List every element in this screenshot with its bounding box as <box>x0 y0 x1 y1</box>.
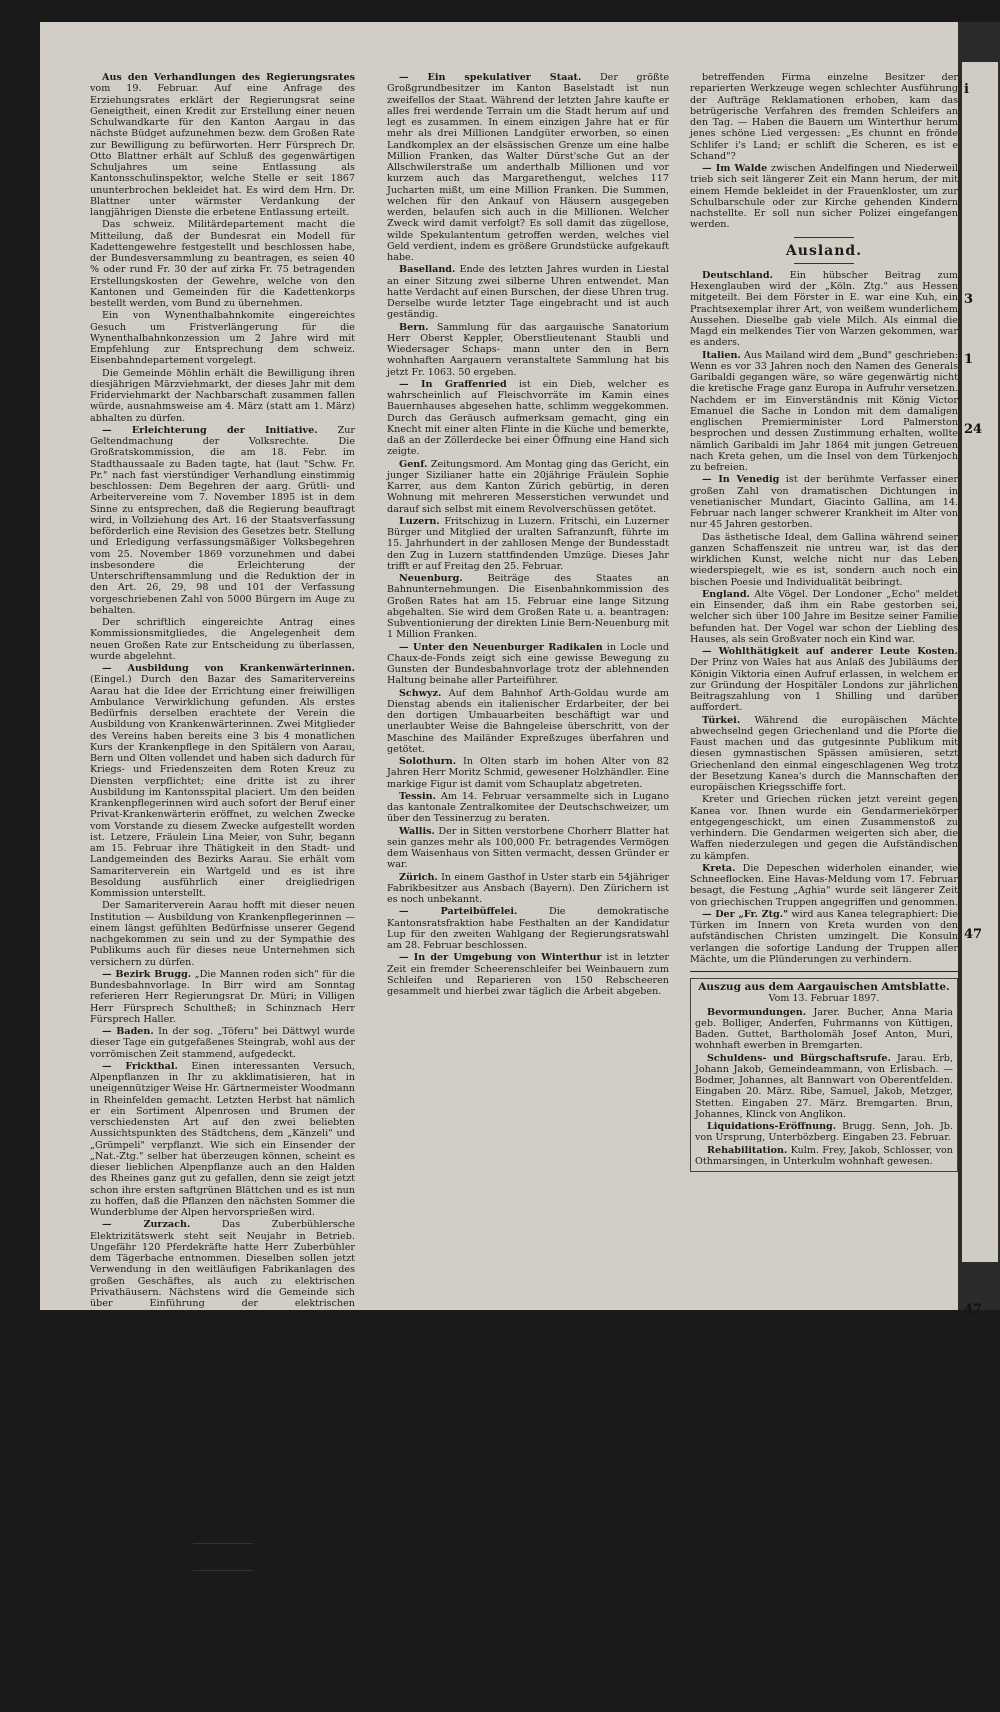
article-lead: — Baden. <box>102 1026 154 1037</box>
edge-mark: i <box>964 82 969 97</box>
col2-article <box>387 791 669 825</box>
ausland-article <box>690 474 958 530</box>
col2-article <box>387 688 669 756</box>
section-heading-ausland: Ausland. <box>785 242 863 259</box>
article-lead: Türkei. <box>702 714 741 726</box>
col1-article <box>90 617 355 662</box>
article-lead: Zürich. <box>399 871 438 883</box>
col1-article <box>90 1219 355 1320</box>
amtsblatt-entry <box>695 1053 953 1121</box>
col3-article <box>690 72 958 162</box>
article-text: (Eingel.) Durch den Bazar des Samaritervereins Aarau hat die Idee der Errichtung einer freiwilligen Ambulance Verwirklichung gefunden. Als erstes Bedürfnis derselben erachtete der Verein die Ausbildung von Krankenwärterinnen. Zwei Mitglieder des Vereins haben bereits eine 3 bis 4 monatlichen Kurs der Krankenpflege in den Spitälern von Aarau, Bern und Olten vollendet und haben sich dadurch für Kriegs- und Friedenszeiten dem Roten Kreuz zu Diensten verpflichtet; eine dritte ist zu ihrer Ausbildung im Kantonsspital placiert. Um den beiden Krankenpflegerinnen wird auch sofort der Beruf einer Privat-Krankenwärterin eröffnet, zu welchen Zwecke vom Vorstande zu diesem Zwecke aufgestellt worden ist. Letzere, Fräulein Lina Meier, von Suhr, begann am 15. Februar ihre Thätigkeit in den Stadt- und Landgemeinden des Bezirks Aarau. Sie erhält vom Samariterverein ein Wartgeld und es ist ihre Besoldung ausführlich einer dreigliedrigen Kommission unterstellt. <box>90 674 355 899</box>
article-text: Fritschizug in Luzern. Fritschi, ein Luzerner Bürger und Mitglied der uralten Safranzunft, führte im 15. Jahrhundert in der zahllosen Menge der Bundesstadt den Zug in Luzern stattfindenden Umzüge. Dieses Jahr trifft er auf Freitag den 25. Februar. <box>387 515 669 572</box>
article-lead: Genf. <box>399 458 428 470</box>
article-text: vom 19. Februar. Auf eine Anfrage des Erziehungsrates erklärt der Regierungsrat seine Geneigtheit, einen Kredit zur Erstellung einer neuen Schulwandkarte für den Kanton Aargau in das nächste Büdget aufzunehmen bezw. dem Großen Rate zur Bewilligung zu befürworten. Herr Fürsprech Dr. Otto Blattner erhält auf Schluß des gegenwärtigen Schuljahres um seine Entlassung als Kantonsschulinspektor, welche Stelle er seit 1867 ununterbrochen bekleidet hat. Es wird dem Hrn. Dr. Blattner unter wärmster Verdankung der langjährigen Dienste die erbetene Entlassung erteilt. <box>90 83 355 218</box>
article-text: (Eingel.) Die letzten Sonntag im „Bären" in hier stattgefundene Volksversammlung war trotz der ungünstigen Witterung von zirka 100 Mann besucht. Hr. Großrat Sigenberger in Moosleerau eröffnete dieselbe mit einer kurzen Ansprache, worauf Hr. Fürsprech Ströbli in Zofingen in klarer, gediegener Weise über die Bedeutung der Vorlage der Bundesbahnen sprach. Nach gewaltet Diskussion, die von verschiedener Seite benutzt wurde, erklärte sich die Versammlung durch Aufstehen einstimmig für Annahme des Gesetzes. <box>90 1378 355 1503</box>
article-lead: Wallis. <box>399 825 435 837</box>
entry-lead: Bevormundungen. <box>707 1006 807 1018</box>
article-lead: Deutschland. <box>702 269 773 281</box>
col2-article <box>387 826 669 871</box>
article-lead: Kreta. <box>702 862 736 874</box>
article-lead: Aus den Verhandlungen des Regierungsrates <box>102 72 355 83</box>
column-right-articles <box>690 72 958 231</box>
edge-mark: 47 <box>964 927 983 942</box>
article-text: Die Gemeinde Möhlin erhält die Bewilligung ihren diesjährigen Märzviehmarkt, der dieses Jahr mit dem Friderviehmarkt der Nachbarschaft zusammen fallen würde, ausnahmsweise am 4. März (statt am 1. März) abhalten zu dürfen. <box>90 367 355 424</box>
article-text: in Locle und Chaux-de-Fonds zeigt sich eine gewisse Bewegung zu Gunsten der Bundesbahnvorlage trotz der ablehnenden Haltung beinahe aller Parteiführer. <box>387 641 669 687</box>
article-text: Der Samariterverein Aarau hofft mit dieser neuen Institution — Ausbildung von Krankenpflegerinnen — einem längst gefühlten Bedürfnisse unserer Gegend nachgekommen zu sein und zu der Sympathie des Publikums auch für dieses neue Unternehmen sich versichern zu dürfen. <box>90 900 355 968</box>
ausland-article <box>690 646 958 714</box>
col1-article <box>90 1504 355 1538</box>
article-lead: Tessin. <box>399 790 436 802</box>
col2-article <box>387 642 669 687</box>
article-text: In Olten starb im hohen Alter von 82 Jahren Herr Moritz Schmid, gewesener Holzhändler. Eine markige Figur ist damit vom Schauplatz abgetreten. <box>387 756 669 790</box>
article-lead: Basel. <box>102 1576 135 1588</box>
entry-text: Brugg. Senn, Joh. Jb. von Ursprung, Unterbözberg. Eingaben 23. Februar. <box>695 1121 953 1144</box>
article-text: Auf dem Bahnhof Arth-Goldau wurde am Dienstag abends ein italienischer Erdarbeiter, der bei den dortigen Umbauarbeiten beschäftigt war und unerlaubter Weise die Bahngeleise überschritt, von der Maschine des Mailänder Expreßzuges überfahren und getötet. <box>387 687 669 755</box>
ausland-article <box>690 589 958 645</box>
col2-article <box>387 72 669 263</box>
article-text: Die Depeschen widerholen einander, wie Schneeflocken. Eine Havas-Meldung vom 17. Februar besagt, die Festung „Aghia" wurde seit längerer Zeit von griechischen Truppen angegriffen und genommen. <box>690 862 958 908</box>
article-text: Kreter und Griechen rücken jetzt vereint gegen Kanea vor. Ihnen wurde ein Gendarmeriekörper entgegengeschickt, um einen Zusammenstoß zu verhindern. Die Gendarmen weigerten sich aber, die Waffen niederzulegen und gegen die Aufständischen zu kämpfen. <box>690 794 958 862</box>
ausland-article <box>690 794 958 862</box>
article-lead: — In Venedig <box>702 474 780 486</box>
ausland-article <box>690 863 958 908</box>
article-lead: Italien. <box>702 349 741 361</box>
ausland-article <box>690 909 958 965</box>
entry-text: Kulm. Frey, Jakob, Schlosser, von Othmarsingen, in Unterkulm wohnhaft gewesen. <box>695 1144 953 1167</box>
article-text: ist in letzter Zeit ein fremder Scheerenschleifer bei Weinbauern zum Schleifen und Reparieren von 150 Rebscheeren gesammelt und hierbei zwar täglich die Arbeit abgeben. <box>387 952 669 997</box>
col1-article <box>90 969 355 1025</box>
article-text: Das ästhetische Ideal, dem Gallina während seiner ganzen Schaffenszeit nie untreu war, ist das der wirklichen Kunst, welche nicht nur das Leben wiederspiegelt, wie es ist, sondern auch noch ein bischen Poesie und Individualität beibringt. <box>690 531 958 588</box>
amtsblatt-entry <box>695 1145 953 1168</box>
col1-article <box>90 663 355 899</box>
article-text: „Die Mannen roden sich" für die Bundesbahnvorlage. In Birr wird am Sonntag referieren Herr Regierungsrat Dr. Müri; in Villigen Herr Fürsprech Schultheß; in Schinznach Herr Fürsprech Haller. <box>90 968 355 1025</box>
col2-article <box>387 379 669 458</box>
article-lead: — Ein spekulativer Staat. <box>399 72 582 83</box>
article-lead: — Freiamt. <box>102 1321 163 1333</box>
article-lead: — Erleichterung der Initiative. <box>102 424 318 436</box>
col2-article <box>387 756 669 790</box>
article-text: Aus Bottmingen wird der „Nat. Ztg." geschrieben: „Am vergangenen Montag, abends kurz nach 6 Uhr, hat im Birsigbache, oberhalb der Bottminger-Mühle, eine 20 Jahre alte Aargauerin den Tod gefunden. Die Verunglückte, welche erst seit Neujahr bei einer Herrschaft im Kanton Freiburg gekommen, hatte sie ihren Eltern noch die Mitteilung gemacht, daß sie auf der Heimreise nach Basel wohnenden Vater besuchen werde, der jetzt in Bottmingen angestellt ist. Über die näheren Umständen ihres Todes sind bis jetzt noch keine Mitteilungen gemacht. <box>90 1576 355 1712</box>
article-lead: — Bezirk Brugg. <box>102 968 192 980</box>
entry-lead: Liquidations-Eröffnung. <box>707 1121 837 1132</box>
kantone-article <box>90 1577 355 1712</box>
col2-article <box>387 952 669 997</box>
edge-mark: 47 <box>964 1302 983 1317</box>
edge-mark: 3 <box>964 292 974 307</box>
entry-lead: Rehabilitation. <box>707 1144 788 1156</box>
ausland-article <box>690 270 958 349</box>
article-lead: — Ausbildung von Krankenwärterinnen. <box>102 663 355 674</box>
col2-article <box>387 516 669 572</box>
entry-lead: Schuldens- und Bürgschaftsrufe. <box>707 1052 891 1064</box>
col1-article <box>90 219 355 309</box>
article-text: Zeitungsmord. Am Montag ging das Gericht, ein junger Sizilianer hatte ein 20jährige Fräulein Sophie Karrer, aus dem Kanton Zürich gebürtig, in deren Wohnung mit mehreren Messerstichen verwundet und darauf sich selbst mit einem Revolverschüssen getötet. <box>387 458 669 515</box>
col1-article <box>90 310 355 366</box>
article-text: Ende des letzten Jahres wurden in Liestal an einer Sitzung zwei silberne Uhren entwendet. Man hatte Verdacht auf einen Burschen, der diese Uhren trug. Derselbe wurde letzter Tage eingebracht und ist auch geständig. <box>387 264 669 321</box>
article-lead: — Parteibüffelei. <box>399 906 518 918</box>
newspaper-page <box>40 22 958 1712</box>
article-lead: — Zurzach. <box>102 1219 191 1231</box>
article-text: ist ein Dieb, welcher es wahrscheinlich auf Fleischvorräte im Kamin eines Bauernhauses abgesehen hatte, schlimm weggekommen. Durch das Geräusch aufmerksam gemacht, ging ein Knecht mit einer alten Flinte in die Küche und bemerkte, daß an der Zöllerdecke bei einer Öffnung eine Hand sich zeigte. <box>387 378 669 458</box>
section-rule <box>794 263 854 264</box>
edge-mark: 1 <box>964 352 974 367</box>
ausland-article <box>690 715 958 794</box>
article-lead: — Staffelbach. <box>102 1378 182 1390</box>
article-text: ist der berühmte Verfasser einer großen Zahl von dramatischen Dichtungen in venetianischer Mundart, Giacinto Gallina, am 14. Februar nach langer schwerer Krankheit im Alter von nur 45 Jahren gestorben. <box>690 474 958 531</box>
edge-mark: 24 <box>964 422 983 437</box>
article-lead: England. <box>702 588 750 600</box>
article-text: Alte Vögel. Der Londoner „Echo" meldet ein Einsender, daß ihm ein Rabe gestorben sei, welcher sich über 100 Jahre im Besitze seiner Familie befunden hat. Der Vogel war schon der Liebling des Hauses, als sein Großvater noch ein Kind war. <box>690 588 958 645</box>
article-text: Der schriftlich eingereichte Antrag eines Kommissionsmitgliedes, die Angelegenheit dem neuen Großen Rate zur Entscheidung zu überlassen, wurde abgelehnt. <box>90 617 355 662</box>
article-lead: — In der Umgebung von Winterthur <box>399 952 602 964</box>
article-text: betreffenden Firma einzelne Besitzer der reparierten Werkzeuge wegen schlechter Ausführung der Aufträge Reklamationen erhoben, kam das betrügerische Verfahren des fremden Schleifers an den Tag. — Haben die Bauern um Winterthur herum jenes schöne Lied vergessen: „Es chunnt en frönde Schlifer i's Land; er schlift die Scheren, es ist e Schand"? <box>690 72 958 162</box>
amtsblatt-entry <box>695 1121 953 1144</box>
ausland-article <box>690 350 958 474</box>
article-text: Ein von Wynenthalbahnkomite eingereichtes Gesuch um Fristverlängerung für die Wynenthalbahnkonzession um 2 Jahre wird mit Empfehlung zur Entsprechung dem schweiz. Eisenbahndepartement vorgelegt. <box>90 310 355 367</box>
section-rule <box>193 1543 253 1544</box>
col2-article <box>387 906 669 951</box>
article-lead: — Der „Fr. Ztg." <box>702 908 789 920</box>
col3-article <box>690 163 958 231</box>
col1-article <box>90 1061 355 1219</box>
amtsblatt-box <box>690 978 958 1172</box>
article-text: Zur Geltendmachung der Volksrechte. Die Großratskommission, die am 18. Febr. im Stadthaussaale zu Baden tagte, hat (laut "Schw. Fr. Pr." nach fast vierstündiger Verhandlung einstimmig beschlossen: Dem Begehren der aarg. Grütli- und Arbeitervereine vom 7. November 1895 ist in dem Sinne zu entsprechen, daß die Regierung beauftragt wird, in Vollziehung des Art. 16 der Staatsverfassung beförderlich eine Revision des Gesetzes betr. Stellung und Erledigung verfassungsmäßiger Volksbegehren vom 25. November 1869 vorzunehmen und dabei insbesondere die Erleichterung der Unterschriftensammlung und die Reduktion der in den Art. 26, 29, 98 und 101 der Verfassung vorgeschriebenen Zahl von 5000 Bürgern im Auge zu behalten. <box>90 424 355 616</box>
col1-article <box>90 72 355 218</box>
section-heading-kantone: Kantone. <box>182 1549 263 1566</box>
article-lead: Solothurn. <box>399 756 457 767</box>
article-lead: Schwyz. <box>399 687 442 699</box>
box-rule <box>690 971 958 972</box>
article-text: Während die europäischen Mächte abwechselnd gegen Griechenland und die Pforte die Faust machen und das gutgesinnte Publikum mit diesen gymnastischen Spässen amüsieren, setzt Griechenland den einmal eingeschlagenen Weg trotz der Besetzung Kanea's durch die Mannschaften der europäischen Kriegsschiffe fort. <box>690 714 958 793</box>
column-left <box>90 72 355 1712</box>
article-text: Der Prinz von Wales hat aus Anlaß des Jubiläums der Königin Viktoria einen Aufruf erlassen, in welchem er zur Gründung der Hospitäler Londons zur jährlichen Beitragszahlung von 1 Shilling und darüber auffordert. <box>690 657 958 714</box>
article-lead: — In Graffenried <box>399 378 507 390</box>
article-text: Sammlung für das aargauische Sanatorium Herr Oberst Keppler, Oberstlieutenant Staubli und Wiedersager Schaps- mann unter den in Bern wohnhaften Aargauern veranstaltete Sammlung hat bis jetzt Fr. 1063. 50 ergeben. <box>387 321 669 378</box>
article-text: Das schweiz. Militärdepartement macht die Mitteilung, daß der Bundesrat ein Modell für Kadettengewehre festgestellt und beschlossen habe, der Bundesversammlung zu beantragen, es seien 40 % oder rund Fr. 30 der auf zirka Fr. 75 betragenden Erstellungskosten der Gewehre, welche von den Kantonen und Gemeinden für die Kadettenkorps bestellt werden, vom Bund zu übernehmen. <box>90 219 355 309</box>
col2-article <box>387 573 669 641</box>
column-right <box>690 72 958 1330</box>
col1-article <box>90 425 355 616</box>
article-lead: Neuenburg. <box>399 573 463 584</box>
adjacent-page-strip <box>962 62 998 1262</box>
col1-article <box>90 1379 355 1503</box>
article-text: In der sog. „Töferu" bei Dättwyl wurde dieser Tage ein gutgefaßenes Steingrab, wohl aus der vorrömischen Zeit stammend, aufgedeckt. <box>90 1026 355 1060</box>
amtsblatt-entry <box>695 1007 953 1052</box>
col1-article <box>90 368 355 424</box>
ausland-articles <box>690 270 958 965</box>
article-text: In Wohlen starb Donnerstag früh an einem Herzschlag Hr. Jean Isler-Cabezas, Fabrikant, in seinem 70. Altersjahr. Er nimmt den Ruf eines wackern Mannes und guten Bürgers mit sich in das Grab. <box>90 1321 355 1378</box>
column-left-articles <box>90 72 355 1537</box>
col1-article <box>90 1026 355 1060</box>
column-middle <box>387 72 669 1330</box>
column-middle-articles <box>387 72 669 997</box>
article-lead: — Im Walde <box>702 163 768 174</box>
article-lead: Luzern. <box>399 515 440 527</box>
ausland-article <box>690 532 958 588</box>
article-lead: Bern. <box>399 321 429 333</box>
article-text: Der in Sitten verstorbene Chorherr Blatter hat sein ganzes mehr als 100,000 Fr. betragendes Vermögen dem Waisenhaus von Sitten vermacht, dessen Gründer er war. <box>387 825 669 871</box>
article-lead: — Unter den Neuenburger Radikalen <box>399 641 603 653</box>
article-lead: — Wohlthätigkeit auf anderer Leute Kosten. <box>702 646 958 657</box>
article-text: Die demokratische Kantonsratsfraktion habe Festhalten an der Kandidatur Lup für den zweiten Wahlgang der Regierungsratswahl am 28. Februar beschlossen. <box>387 906 669 951</box>
col2-article <box>387 264 669 320</box>
article-lead: — Frickthal. <box>102 1060 178 1072</box>
entry-text: Jarau. Erb, Johann Jakob, Gemeindeammann, von Erlisbach. — Bodmer, Johannes, alt Bannwart von Oberentfelden. Eingaben 20. März. Ribe, Samuel, Jakob, Metzger, Stetten. Eingaben 27. März. Bremgarten. Brun, Johannes, Klinck von Anglikon. <box>695 1052 953 1120</box>
article-text: wird aus Kanea telegraphiert: Die Türken im Innern von Kreta wurden von den aufständischen Christen umzingelt. Die Konsuln verlangen die sofortige Landung der Truppen aller Mächte, um die Plünderungen zu verhindern. <box>690 908 958 965</box>
col2-article <box>387 459 669 515</box>
article-text: Aus Mailand wird dem „Bund" geschrieben: Wenn es vor 33 Jahren noch den Namen des Generals Garibaldi gegangen wäre, so wäre gegenwärtig nicht die kretische Frage ganz Europa in Aufruhr versetzen. Nachdem er im Einverständnis mit König Victor Emanuel die Sache in London mit dem damaligen englischen Premierminister Lord Palmerston besprochen und dessen Zustimmung erhalten, wollte nämlich Garibaldi im Jahr 1864 mit jungen Getreuen nach Kreta gehen, um die Insel von dem Türkenjoch zu befreien. <box>690 349 958 473</box>
amtsblatt-title: Auszug aus dem Aargauischen Amtsblatte. <box>698 981 950 993</box>
col1-article <box>90 1322 355 1378</box>
section-rule <box>193 1570 253 1571</box>
article-text: Der größte Großgrundbesitzer im Kanton Baselstadt ist nun zweifellos der Staat. Während der letzten Jahre kaufte er alles frei werdende Terrain um die Stadt herum auf und legt es zusammen. In einem einzigen Jahre hat er für mehr als drei Millionen Landgüter erworben, so einen Landkomplex an der elsässischen Grenze um eine halbe Million Franken, das Walter Dürst'sche Gut an der Allschwilerstraße um anderthalb Millionen und vor kurzem auch das Margarethengut, welches 117 Jucharten mißt, um eine Million Franken. Die Summen, welchen für den Ankauf von Häusern ausgegeben werden, belaufen sich auch in die Millionen. Welcher Zweck wird damit verfolgt? Es soll damit das zügellose, wilde Spekulantentum getroffen werden, welches viel Geld verdient, indem es größere Grundstücke aufgekauft habe. <box>387 72 669 263</box>
kantone-articles <box>90 1577 355 1712</box>
article-text: In einem Gasthof in Uster starb ein 54jähriger Fabrikbesitzer aus Ansbach (Bayern). Den Zürichern ist es noch unbekannt. <box>387 871 669 905</box>
amtsblatt-date: Vom 13. Februar 1897. <box>768 993 880 1005</box>
adjacent-page-edge <box>958 22 1000 1317</box>
article-text: Es steht zu erwarten, daß die freisinnige Bevölkerung des Suhrenthales am 28. ds. mit großer Mehrheit für Annahme des Gesetzes votieren werde. <box>90 1503 355 1537</box>
article-text: Ein hübscher Beitrag zum Hexenglauben wird der „Köln. Ztg." aus Hessen mitgeteilt. Bei dem Förster in E. war eine Kuh, ein Prachtsexemplar ihrer Art, von weißem wunderlichem Aussehen. Dieselbe gab viele Milch. Als einmal die Magd ein melkendes Tier von Warzen gekommen, war es anders. <box>690 269 958 349</box>
article-text: Einen interessanten Versuch, Alpenpflanzen in Ihr zu akklimatisieren, hat in uneigennütziger Weise Hr. Gärtnermeister Woodmann in Rheinfelden gemacht. Letzten Herbst hat nämlich er ein Sortiment Alpenrosen und Brumen der verschiedensten Art auf den zwei beliebten Aussichtspunkten des Städtchens, dem „Känzeli" und „Grümpeli" verpflanzt. Wie sich ein Einsender der „Nat.-Ztg." selber hat überzeugen können, scheint es dieser lieblichen Alpenpflanze auch an den Halden des Rheines ganz gut zu gefallen, denn sie zeigt jetzt schon ihre ersten saftgrünen Blättchen und es ist nun zu hoffen, daß die Pflanzen den nächsten Sommer die Wunderblume der Alpen hervorsprießen wird. <box>90 1060 355 1218</box>
col2-article <box>387 872 669 906</box>
article-text: Am 14. Februar versammelte sich in Lugano das kantonale Zentralkomitee der Deutschschweizer, um über den Tessinerzug zu beraten. <box>387 790 669 825</box>
entry-text: Jarer. Bucher, Anna Maria geb. Bolliger, Anderfen, Fuhrmanns von Küttigen, Baden. Guttet, Bartholomäh Josef Anton, Muri, wohnhaft ewerben in Bremgarten. <box>695 1006 953 1052</box>
article-lead: Baselland. <box>399 264 456 276</box>
col2-article <box>387 322 669 378</box>
section-rule <box>794 237 854 238</box>
article-text: Beiträge des Staates an Bahnunternehmungen. Die Eisenbahnkommission des Großen Rates hat am 15. Februar eine lange Sitzung abgehalten. Sie wird dem Großen Rate u. a. beantragen: Subventionierung der direkten Linie Bern-Neuenburg mit 1 Million Franken. <box>387 573 669 641</box>
article-text: Das Zuberbühlersche Elektrizitätswerk steht seit Neujahr in Betrieb. Ungefähr 120 Pferdekräfte hatte Herr Zuberbühler dem Tägerbache entnommen. Dieselben sollen jetzt Verwendung in den weitläufigen Fabrikanlagen des großen Geschäftes, als auch zu elektrischen Privathäusern. Nächstens wird die Gemeinde sich über Einführung der elektrischen Straßenbeleuchtung schlüssig zu machen haben. <box>90 1219 355 1321</box>
col1-article <box>90 900 355 968</box>
amtsblatt-entries <box>695 1007 953 1168</box>
article-text: zwischen Andelfingen und Niederweil trieb sich seit längerer Zeit ein Mann herum, der mit einem Hemde bekleidet in der Frauenkloster, um zur Schulbarschule oder zur Kirche gehenden Kindern nachstellte. Er soll nun sicher Polizei eingefangen werden. <box>690 163 958 231</box>
